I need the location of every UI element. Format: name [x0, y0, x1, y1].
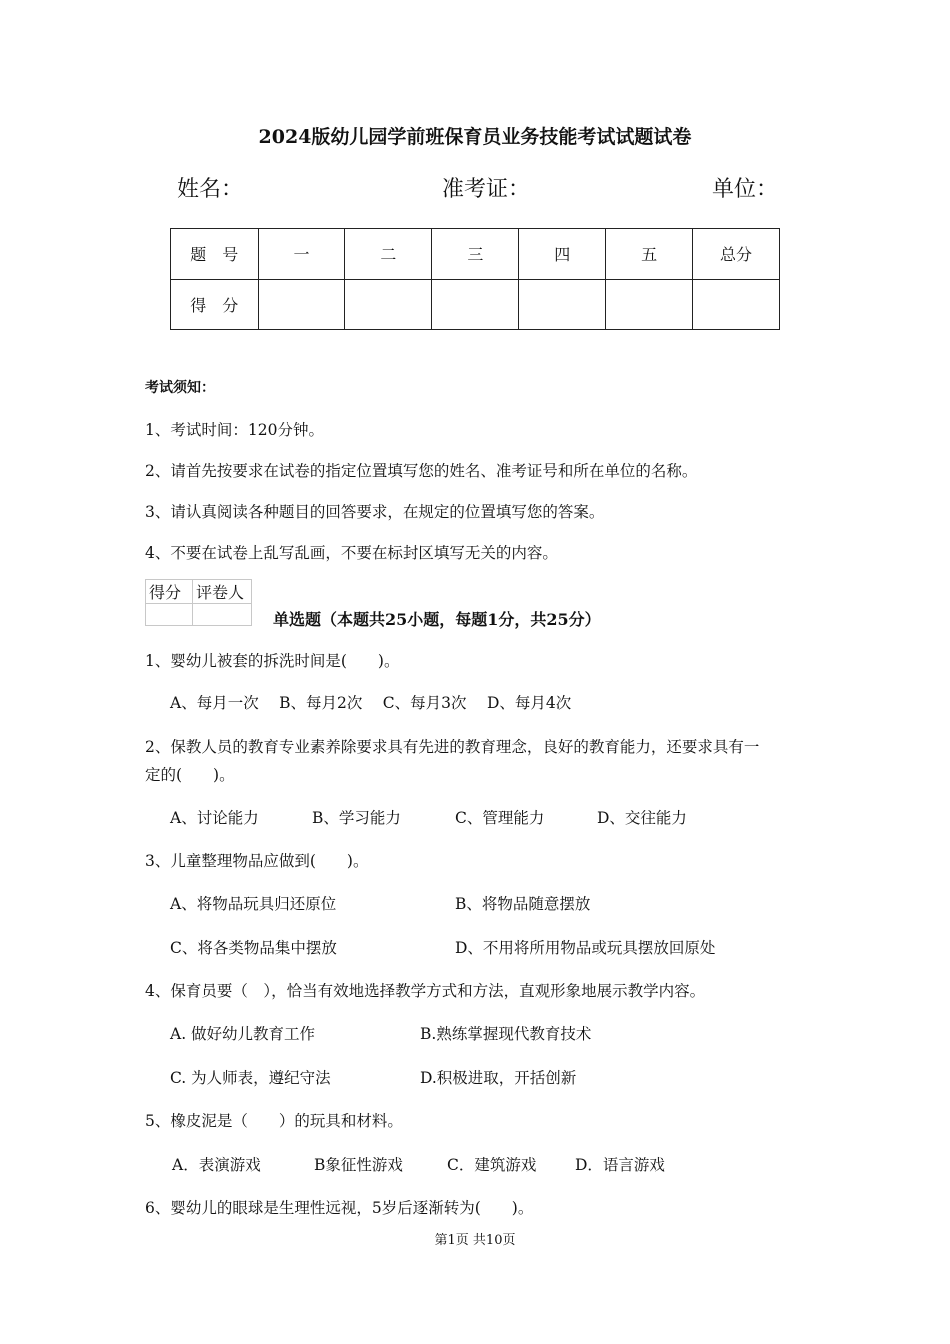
name-label: 姓名：: [177, 177, 244, 202]
score-row-label: 得 分: [171, 279, 259, 330]
score-blank[interactable]: [519, 279, 606, 330]
grader-score-blank[interactable]: [146, 604, 193, 626]
score-blank[interactable]: [693, 279, 780, 330]
option-a: A. 做好幼儿教育工作: [170, 1025, 316, 1043]
option-b: B.熟练掌握现代教育技术: [420, 1025, 592, 1043]
score-cell-total: 总分: [693, 229, 780, 280]
option-c: C、将各类物品集中摆放: [170, 939, 337, 957]
score-blank[interactable]: [606, 279, 693, 330]
notice-heading: 考试须知：: [145, 380, 215, 396]
option-b: B、将物品随意摆放: [455, 895, 591, 913]
grader-score-label: 得分: [146, 580, 193, 604]
score-table-score-row: [171, 279, 780, 330]
notice-item: 1、考试时间：120分钟。: [145, 421, 324, 439]
page-footer: 第1页 共10页: [434, 1233, 516, 1248]
notice-item: 4、不要在试卷上乱写乱画，不要在标封区填写无关的内容。: [145, 544, 558, 562]
option-a: A、将物品玩具归还原位: [170, 895, 337, 913]
question-stem: 2、保教人员的教育专业素养除要求具有先进的教育理念，良好的教育能力，还要求具有一: [145, 738, 760, 756]
option-c: C．建筑游戏: [447, 1156, 537, 1174]
notice-item: 3、请认真阅读各种题目的回答要求，在规定的位置填写您的答案。: [145, 503, 605, 521]
score-cell-5: 五: [606, 229, 693, 280]
section-title: 单选题（本题共25小题，每题1分，共25分）: [273, 610, 601, 629]
score-cell-label: 题 号: [171, 229, 259, 280]
option-a: A．表演游戏: [172, 1156, 261, 1174]
score-blank[interactable]: [258, 279, 345, 330]
unit-label: 单位：: [712, 177, 779, 202]
page-title: 2024版幼儿园学前班保育员业务技能考试试题试卷: [258, 126, 692, 148]
notice-item: 2、请首先按要求在试卷的指定位置填写您的姓名、准考证号和所在单位的名称。: [145, 462, 698, 480]
option-d: D．语言游戏: [575, 1156, 665, 1174]
score-blank[interactable]: [432, 279, 519, 330]
score-blank[interactable]: [345, 279, 432, 330]
option-d: D、不用将所用物品或玩具摆放回原处: [455, 939, 716, 957]
question-options: A、每月一次 B、每月2次 C、每月3次 D、每月4次: [170, 694, 572, 712]
score-cell-4: 四: [519, 229, 606, 280]
score-cell-1: 一: [258, 229, 345, 280]
grader-name-blank[interactable]: [193, 604, 252, 626]
option-d: D.积极进取，开括创新: [420, 1069, 577, 1087]
score-cell-2: 二: [345, 229, 432, 280]
question-stem: 4、保育员要（ ），恰当有效地选择教学方式和方法，直观形象地展示教学内容。: [145, 982, 706, 1000]
option-a: A、讨论能力: [170, 809, 259, 827]
option-b: B、学习能力: [312, 809, 401, 827]
question-stem: 6、婴幼儿的眼球是生理性远视，5岁后逐渐转为( )。: [145, 1199, 534, 1217]
score-cell-3: 三: [432, 229, 519, 280]
exam-id-label: 准考证：: [442, 177, 531, 202]
score-table-header-row: [171, 229, 780, 280]
grader-name-label: 评卷人: [193, 580, 252, 604]
question-stem: 1、婴幼儿被套的拆洗时间是( )。: [145, 652, 400, 670]
score-table: [170, 228, 780, 330]
option-d: D、交往能力: [597, 809, 687, 827]
option-c: C、管理能力: [455, 809, 545, 827]
option-c: C. 为人师表，遵纪守法: [170, 1069, 331, 1087]
question-stem: 5、橡皮泥是（ ）的玩具和材料。: [145, 1112, 403, 1130]
question-stem-cont: 定的( )。: [145, 766, 235, 784]
option-b: B象征性游戏: [314, 1156, 403, 1174]
grader-box: [145, 579, 252, 626]
question-stem: 3、儿童整理物品应做到( )。: [145, 852, 369, 870]
